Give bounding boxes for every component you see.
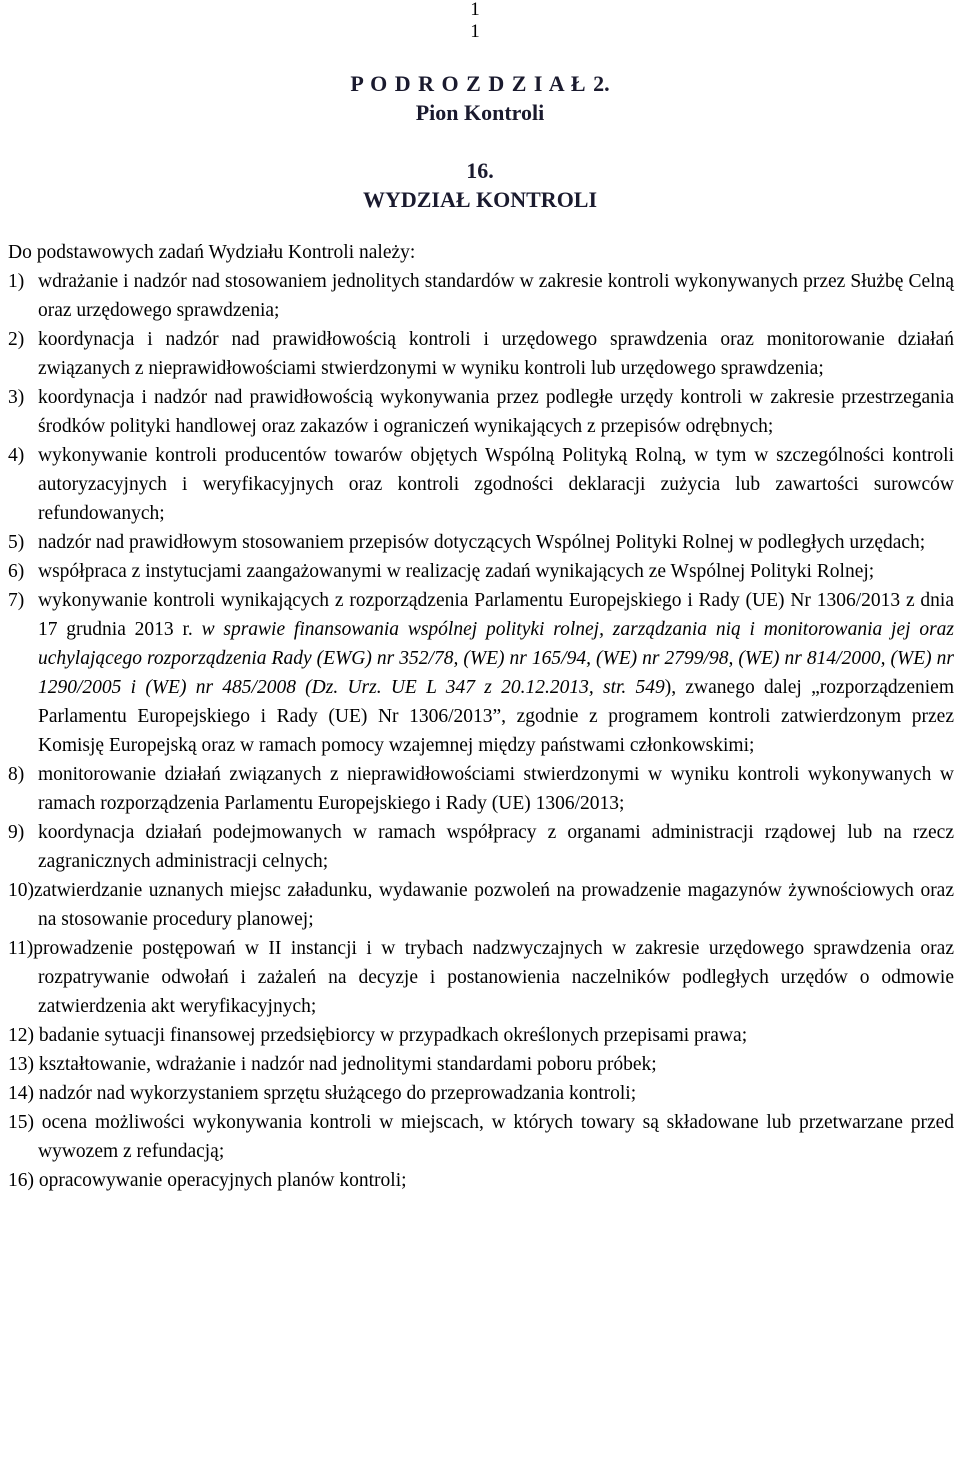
- item-text: nadzór nad prawidłowym stosowaniem przepisów dotyczących Wspólnej Polityki Rolnej w podległych urzędach;: [38, 532, 926, 553]
- item-number: 5): [8, 532, 25, 553]
- list-item: [8, 325, 954, 383]
- item-text-continued: ), zwanego dalej „rozporządzeniem Parlamentu Europejskiego i Rady (UE) Nr 1306/2013”, zgodnie z programem kontroli zatwierdzonym przez Komisję Europejską oraz w ramach pomocy wzajemnej między państwami członkowskimi;: [38, 677, 954, 756]
- task-list: [8, 267, 954, 1195]
- list-item: [8, 1021, 954, 1050]
- item-text: prowadzenie postępowań w II instancji i w trybach nadzwyczajnych w zakresie urzędowego sprawdzenia oraz rozpatrywanie odwołań i zażaleń na decyzje i postanowienia naczelników podległych urzędów o odmowie zatwierdzenia akt weryfikacyjnych;: [33, 938, 954, 1017]
- item-number: 7): [8, 590, 25, 611]
- page-number-second: 1: [470, 21, 480, 42]
- item-text: wykonywanie kontroli producentów towarów objętych Wspólną Polityką Rolną, w tym w szczególności kontroli autoryzacyjnych i weryfikacyjnych oraz kontroli zgodności deklaracji zużycia lub zawartości surowców refundowanych;: [38, 445, 954, 524]
- subdivision-title: P O D R O Z D Z I A Ł 2.: [350, 71, 610, 96]
- list-item: [8, 267, 954, 325]
- list-item: [8, 1166, 954, 1195]
- item-text: współpraca z instytucjami zaangażowanymi w realizację zadań wynikających ze Wspólnej Polityki Rolnej;: [38, 561, 875, 582]
- item-number: 12): [8, 1025, 34, 1046]
- item-text: nadzór nad wykorzystaniem sprzętu służącego do przeprowadzania kontroli;: [38, 1083, 637, 1104]
- list-item: [8, 760, 954, 818]
- section-title: WYDZIAŁ KONTROLI: [362, 187, 598, 212]
- item-number: 14): [8, 1083, 34, 1104]
- list-item: [8, 528, 954, 557]
- item-text-plain: wykonywanie kontroli wynikających z rozporządzenia Parlamentu Europejskiego i Rady (UE) Nr 1306/2013 z dnia 17 grudnia 2013 r.: [38, 590, 954, 640]
- list-item: [8, 1108, 954, 1166]
- item-number: 9): [8, 822, 25, 843]
- list-item: [8, 818, 954, 876]
- list-item: [8, 934, 954, 1021]
- list-item: [8, 441, 954, 528]
- subdivision-subtitle: Pion Kontroli: [415, 100, 545, 125]
- item-text: kształtowanie, wdrażanie i nadzór nad jednolitymi standardami poboru próbek;: [38, 1054, 657, 1075]
- item-text: koordynacja i nadzór nad prawidłowością kontroli i urzędowego sprawdzenia oraz monitorowanie działań związanych z nieprawidłowościami stwierdzonymi w wyniku kontroli lub urzędowego sprawdzenia;: [38, 329, 954, 379]
- item-number: 6): [8, 561, 25, 582]
- item-number: 16): [8, 1170, 34, 1191]
- item-text: opracowywanie operacyjnych planów kontroli;: [38, 1170, 407, 1191]
- item-number: 11): [8, 938, 34, 959]
- item-number: 4): [8, 445, 25, 466]
- list-item: [8, 383, 954, 441]
- section-number: 16.: [466, 158, 494, 183]
- list-item: [8, 1079, 954, 1108]
- item-number: 2): [8, 329, 25, 350]
- item-text: koordynacja działań podejmowanych w ramach współpracy z organami administracji rządowej lub na rzecz zagranicznych administracji celnych;: [38, 822, 954, 872]
- list-item: [8, 557, 954, 586]
- list-item: [8, 586, 954, 760]
- item-text: badanie sytuacji finansowej przedsiębiorcy w przypadkach określonych przepisami prawa;: [38, 1025, 748, 1046]
- intro-text: Do podstawowych zadań Wydziału Kontroli należy:: [8, 242, 416, 263]
- list-item: [8, 1050, 954, 1079]
- item-number: 10): [8, 880, 34, 901]
- page-number-top: 1: [470, 0, 480, 20]
- item-text: wdrażanie i nadzór nad stosowaniem jednolitych standardów w zakresie kontroli wykonywanych przez Służbę Celną oraz urzędowego sprawdzenia;: [38, 271, 954, 321]
- item-number: 1): [8, 271, 25, 292]
- item-text: zatwierdzanie uznanych miejsc załadunku, wydawanie pozwoleń na prowadzenie magazynów żywnościowych oraz na stosowanie procedury planowej;: [34, 880, 954, 930]
- item-text: monitorowanie działań związanych z nieprawidłowościami stwierdzonymi w wyniku kontroli wykonywanych w ramach rozporządzenia Parlamentu Europejskiego i Rady (UE) 1306/2013;: [38, 764, 954, 814]
- list-item: [8, 876, 954, 934]
- item-number: 3): [8, 387, 25, 408]
- item-text: ocena możliwości wykonywania kontroli w miejscach, w których towary są składowane lub przetwarzane przed wywozem z refundacją;: [38, 1112, 954, 1162]
- item-text: koordynacja i nadzór nad prawidłowością wykonywania przez podległe urzędy kontroli w zakresie przestrzegania środków polityki handlowej oraz zakazów i ograniczeń wynikających z przepisów odrębnych;: [38, 387, 954, 437]
- item-number: 15): [8, 1112, 34, 1133]
- item-text-italic: w sprawie finansowania wspólnej polityki rolnej, zarządzania nią i monitorowania jej oraz uchylającego rozporządzenia Rady (EWG) nr 352/78, (WE) nr 165/94, (WE) nr 2799/98, (WE) nr 814/2000, (WE) nr 1290/2005 i (WE) nr 485/2008 (Dz. Urz. UE L 347 z 20.12.2013, str. 549: [38, 619, 955, 698]
- item-number: 8): [8, 764, 25, 785]
- item-number: 13): [8, 1054, 34, 1075]
